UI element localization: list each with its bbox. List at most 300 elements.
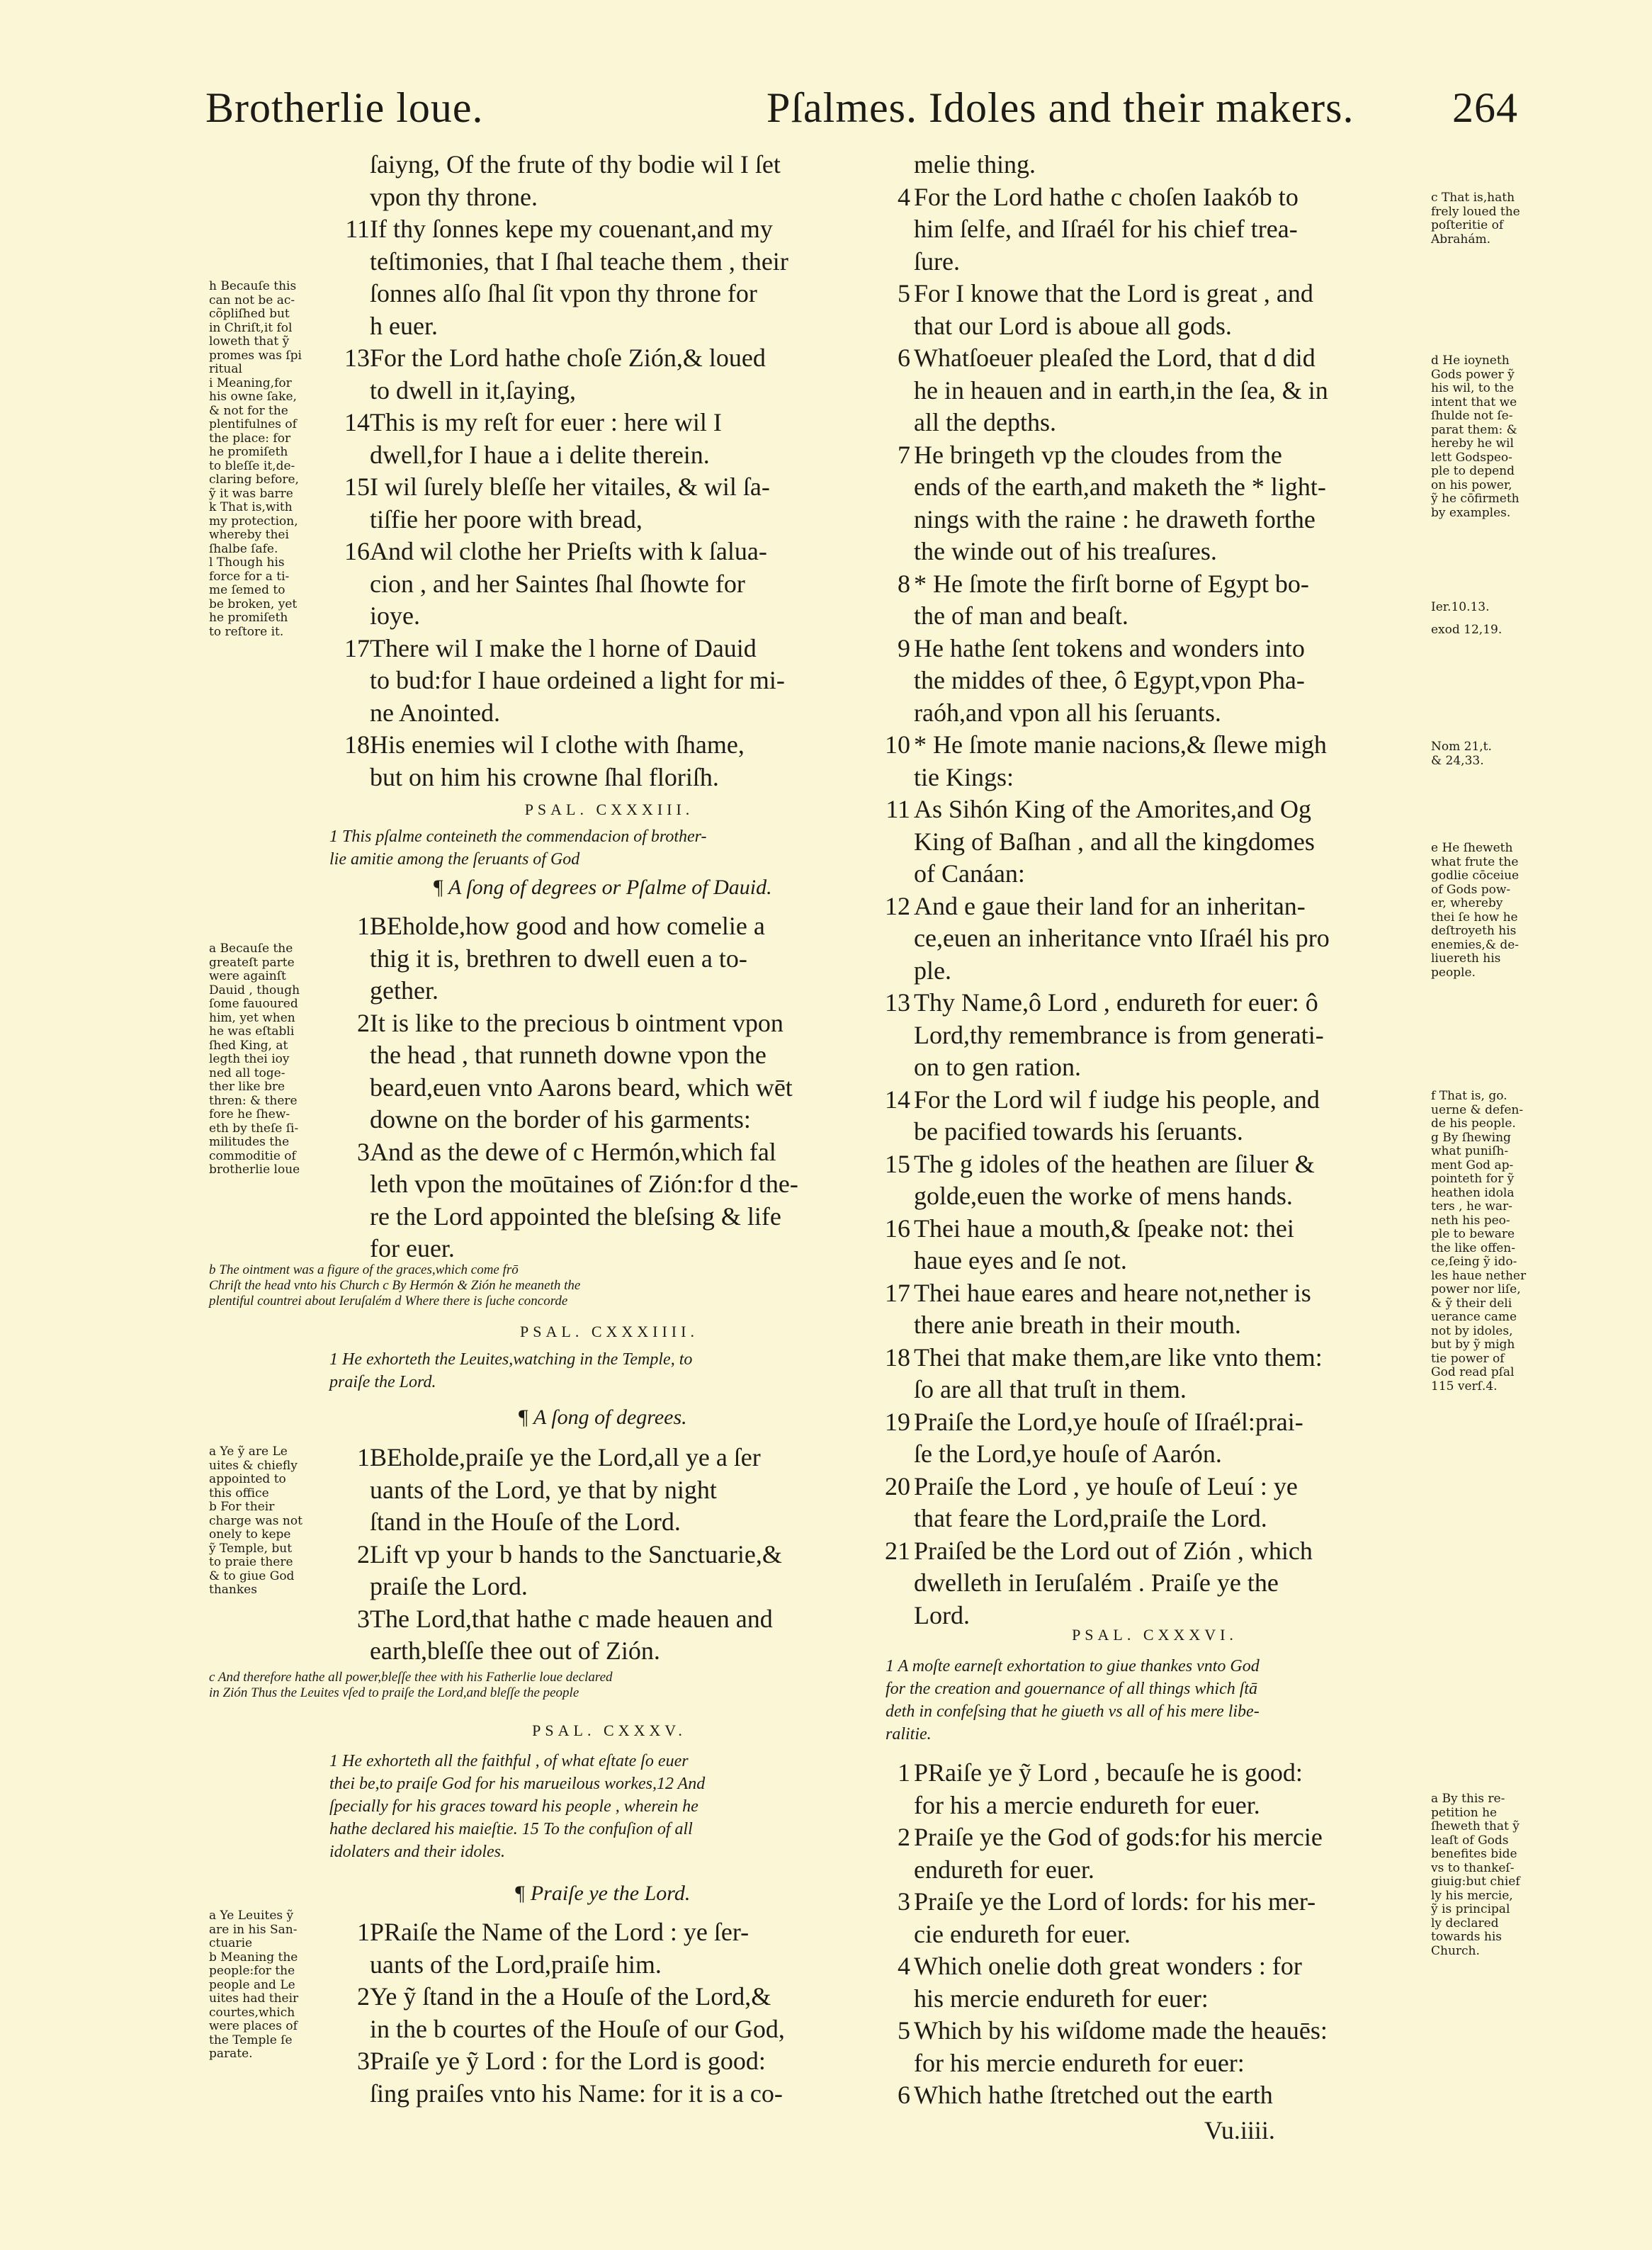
- text-line: k That is,with: [209, 500, 293, 514]
- text-line: [339, 1474, 370, 1507]
- text-line: BEholde,praiſe ye the Lord,all ye a ſer: [370, 1443, 761, 1471]
- text-line: the Temple ſe: [209, 2033, 293, 2047]
- text-line: For the Lord hathe c choſen Iaakób to: [914, 182, 1299, 211]
- text-line: [882, 1438, 910, 1471]
- text-line: hereby he wil: [1431, 436, 1514, 451]
- text-line: ple to beware: [1431, 1227, 1515, 1241]
- text-line: uants of the Lord, ye that by night: [370, 1475, 717, 1504]
- verse-numbers: [339, 910, 370, 1265]
- text-line: to bleſſe it,de-: [209, 458, 295, 473]
- text-line: people.: [1431, 965, 1476, 980]
- text-line: [339, 181, 370, 214]
- text-line: ce,euen an inheritance vnto Iſraél his pro: [914, 924, 1330, 952]
- text-line: the place: for: [209, 431, 291, 446]
- text-line: [882, 471, 910, 504]
- text-line: [339, 943, 370, 976]
- psalm-135-argument: [329, 1750, 882, 1863]
- text-line: 5: [898, 279, 910, 307]
- text-line: ỹ he cōfirmeth: [1431, 492, 1520, 506]
- right-margin-note: [1431, 1090, 1566, 1393]
- text-line: This is my reſt for euer : here wil I: [370, 408, 722, 436]
- psalm-135-continued-text: [914, 149, 1424, 1632]
- text-line: 17: [885, 1278, 910, 1307]
- text-line: that our Lord is aboue all gods.: [914, 311, 1232, 340]
- text-line: Which by his wiſdome made the heauēs:: [914, 2016, 1328, 2045]
- text-line: were againſt: [209, 969, 286, 983]
- text-line: legth thei ioy: [209, 1052, 290, 1066]
- text-line: BEholde,how good and how comelie a: [370, 912, 765, 940]
- text-line: the of man and beaſt.: [914, 601, 1128, 630]
- text-line: Praiſe the Lord , ye houſe of Leuí : ye: [914, 1471, 1298, 1500]
- text-line: 18: [885, 1342, 910, 1372]
- text-line: [882, 1567, 910, 1600]
- text-line: [339, 1571, 370, 1603]
- text-line: me ſemed to: [209, 583, 285, 597]
- text-line: c And therefore hathe all power,bleſſe thee with his Fatherlie loue declared: [209, 1670, 613, 1685]
- text-line: He hathe ſent tokens and wonders into: [914, 633, 1305, 662]
- text-line: poſteritie of: [1431, 218, 1504, 232]
- text-line: neth his peo-: [1431, 1213, 1510, 1228]
- text-line: [882, 1374, 910, 1406]
- text-line: les haue nether: [1431, 1268, 1527, 1283]
- text-line: [882, 504, 910, 536]
- text-line: [882, 375, 910, 407]
- verse-numbers: [339, 1916, 370, 2110]
- text-line: pointeth for ỹ: [1431, 1172, 1515, 1186]
- text-line: & 24,33.: [1431, 753, 1484, 768]
- text-line: this office: [209, 1486, 269, 1500]
- text-line: parat them: &: [1431, 422, 1517, 437]
- verse-numbers: [882, 1757, 910, 2112]
- text-line: PRaiſe ye ỹ Lord , becauſe he is good:: [914, 1758, 1303, 1787]
- text-line: for euer.: [370, 1234, 455, 1262]
- text-line: in Zión Thus the Leuites vſed to praiſe the Lord,and bleſſe the people: [209, 1685, 579, 1700]
- text-line: b The ointment was a figure of the graces,which come frō: [209, 1262, 519, 1277]
- text-line: golde,euen the worke of mens hands.: [914, 1182, 1293, 1210]
- text-line: [882, 1019, 910, 1052]
- text-line: melie thing.: [914, 150, 1036, 179]
- text-line: e He ſheweth: [1431, 841, 1513, 855]
- text-line: [339, 1506, 370, 1539]
- text-line: dwell,for I haue a i delite therein.: [370, 440, 710, 469]
- text-line: be pacified towards his ſeruants.: [914, 1117, 1243, 1146]
- text-line: his mercie endureth for euer:: [914, 1984, 1209, 2013]
- text-line: idolaters and their idoles.: [329, 1843, 505, 1861]
- text-line: The g idoles of the heathen are ſiluer &: [914, 1149, 1315, 1178]
- text-line: [882, 858, 910, 891]
- text-line: [882, 2047, 910, 2080]
- text-line: to praie there: [209, 1555, 293, 1569]
- text-line: 12: [885, 891, 910, 920]
- right-margin-note: [1431, 623, 1566, 638]
- psalm-134-argument: [329, 1348, 882, 1393]
- text-line: ſhed King, at: [209, 1038, 288, 1053]
- text-line: [339, 149, 370, 181]
- text-line: 7: [898, 440, 910, 469]
- text-line: Dauid , though: [209, 983, 300, 997]
- text-line: [882, 826, 910, 859]
- text-line: to bud:for I haue ordeined a light for mi-: [370, 666, 785, 694]
- text-line: 2: [357, 1982, 370, 2011]
- text-line: my protection,: [209, 514, 298, 528]
- text-line: Which onelie doth great wonders : for: [914, 1952, 1302, 1980]
- text-line: for his mercie endureth for euer:: [914, 2048, 1245, 2077]
- left-margin-note: [209, 280, 344, 639]
- text-line: * He ſmote manie nacions,& ſlewe migh: [914, 730, 1327, 759]
- text-line: [882, 1983, 910, 2016]
- text-line: And e gaue their land for an inheritan-: [914, 891, 1306, 920]
- text-line: ple to depend: [1431, 464, 1515, 478]
- text-line: h euer.: [370, 311, 438, 340]
- psalm-135-text: [370, 1916, 880, 2110]
- text-line: nings with the raine : he draweth forthe: [914, 504, 1316, 533]
- text-line: [339, 568, 370, 601]
- running-head-left: Brotherlie loue.: [205, 84, 484, 131]
- text-line: godlie cōceiue: [1431, 869, 1520, 883]
- psalm-136-text: [914, 1757, 1424, 2112]
- text-line: ters , he war-: [1431, 1199, 1512, 1214]
- text-line: frely loued the: [1431, 204, 1520, 219]
- text-line: him ſelfe, and Iſraél for his chief trea-: [914, 215, 1298, 243]
- text-line: The Lord,that hathe c made heauen and: [370, 1604, 773, 1633]
- text-line: plentifulnes of: [209, 417, 297, 431]
- text-line: ỹ Temple, but: [209, 1541, 293, 1556]
- text-line: commoditie of: [209, 1148, 296, 1163]
- text-line: appointed to: [209, 1472, 286, 1486]
- text-line: a Ye ỹ are Le: [209, 1445, 288, 1459]
- text-line: but on him his crowne ſhal floriſh.: [370, 762, 719, 791]
- text-line: the like offen-: [1431, 1240, 1515, 1255]
- text-line: [882, 762, 910, 794]
- text-line: petition he: [1431, 1805, 1498, 1820]
- text-line: Praiſe the Lord,ye houſe of Iſraél:prai-: [914, 1407, 1303, 1436]
- text-line: be broken, yet: [209, 597, 298, 611]
- text-line: King of Baſhan , and all the kingdomes: [914, 827, 1315, 856]
- text-line: Thei haue a mouth,& ſpeake not: thei: [914, 1214, 1294, 1243]
- text-line: For the Lord wil f iudge his people, and: [914, 1085, 1320, 1114]
- text-line: [882, 600, 910, 633]
- text-line: [339, 600, 370, 633]
- text-line: he in heauen and in earth,in the ſea, & in: [914, 375, 1328, 405]
- left-margin-note: [209, 1909, 344, 2062]
- text-line: [882, 246, 910, 278]
- text-line: ſpecially for his graces toward his people , wherein he: [329, 1797, 698, 1816]
- text-line: ioye.: [370, 601, 420, 630]
- text-line: As Sihón King of the Amorites,and Og: [914, 795, 1311, 823]
- text-line: 1 A moſte earneſt exhortation to giue thankes vnto God: [886, 1657, 1260, 1675]
- text-line: PRaiſe the Name of the Lord : ye ſer-: [370, 1918, 749, 1946]
- text-line: loweth that ỹ: [209, 334, 290, 349]
- text-line: [339, 278, 370, 310]
- text-line: i Meaning,for: [209, 375, 292, 390]
- verse-numbers: [339, 149, 370, 793]
- text-line: uites had their: [209, 1991, 299, 2006]
- text-line: people:for the: [209, 1964, 295, 1978]
- text-line: the head , that runneth downe vpon the: [370, 1041, 766, 1069]
- text-line: what frute the: [1431, 854, 1519, 869]
- text-line: the middes of thee, ô Egypt,vpon Pha-: [914, 666, 1305, 694]
- text-line: were places of: [209, 2019, 298, 2033]
- text-line: for his a mercie endureth for euer.: [914, 1790, 1260, 1819]
- text-line: onely to kepe: [209, 1527, 291, 1542]
- text-line: militudes the: [209, 1135, 290, 1149]
- text-line: in the b courtes of the Houſe of our God,: [370, 2014, 785, 2043]
- text-line: 20: [885, 1471, 910, 1500]
- text-line: leaſt of Gods: [1431, 1833, 1509, 1848]
- text-line: Chriſt the head vnto his Church c By Hermón & Zión he meaneth the: [209, 1278, 581, 1293]
- text-line: * He ſmote the firſt borne of Egypt bo-: [914, 569, 1309, 598]
- psalm-136-title: PSAL. CXXXVI.: [1072, 1626, 1238, 1644]
- text-line: 2: [357, 1008, 370, 1037]
- text-line: f That is, go.: [1431, 1089, 1507, 1103]
- left-margin-note: [209, 1445, 344, 1598]
- text-line: enemies,& de-: [1431, 937, 1520, 952]
- text-line: lett Godspeo-: [1431, 450, 1512, 465]
- text-line: on to gen ration.: [914, 1053, 1081, 1081]
- text-line: & to giue God: [209, 1568, 295, 1583]
- psalm-133-title: PSAL. CXXXIII.: [524, 801, 694, 818]
- text-line: intent that we: [1431, 395, 1517, 409]
- text-line: [882, 149, 910, 181]
- text-line: [339, 310, 370, 343]
- text-line: dwelleth in Ieruſalém . Praiſe ye the: [914, 1568, 1279, 1597]
- text-line: For the Lord hathe choſe Zión,& loued: [370, 344, 766, 372]
- text-line: d He ioyneth: [1431, 354, 1510, 368]
- text-line: ctuarie: [209, 1936, 253, 1950]
- text-line: downe on the border of his garments:: [370, 1105, 751, 1134]
- text-line: Lord,thy remembrance is from generati-: [914, 1020, 1324, 1049]
- text-line: raóh,and vpon all his ſeruants.: [914, 698, 1221, 727]
- text-line: can not be ac-: [209, 293, 295, 307]
- text-line: a By this re-: [1431, 1792, 1505, 1806]
- text-line: ỹ it was barre: [209, 486, 293, 501]
- text-line: for the creation and gouernance of all things which ſtā: [886, 1680, 1258, 1698]
- text-line: uerance came: [1431, 1310, 1517, 1324]
- text-line: Praiſe ye ỹ Lord : for the Lord is good:: [370, 2047, 766, 2075]
- text-line: promes was ſpi: [209, 348, 302, 363]
- text-line: [339, 975, 370, 1007]
- text-line: re the Lord appointed the bleſsing & life: [370, 1202, 781, 1231]
- text-line: ſtand in the Houſe of the Lord.: [370, 1508, 681, 1536]
- text-line: And as the dewe of c Hermón,which fal: [370, 1137, 776, 1166]
- text-line: 1: [357, 1443, 370, 1471]
- text-line: he promiſeth: [209, 445, 288, 459]
- text-line: fore he ſhew-: [209, 1107, 290, 1121]
- text-line: his wil, to the: [1431, 381, 1515, 395]
- text-line: the winde out of his treaſures.: [914, 537, 1217, 565]
- psalm-132-text: [370, 149, 880, 793]
- text-line: 1 He exhorteth all the faithful , of what eſtate ſo euer: [329, 1752, 689, 1770]
- text-line: 16: [344, 537, 370, 565]
- text-line: what puniſh-: [1431, 1144, 1509, 1158]
- text-line: 1 He exhorteth the Leuites,watching in the Temple, to: [329, 1350, 693, 1369]
- text-line: benefites bide: [1431, 1847, 1517, 1861]
- text-line: exod 12,19.: [1431, 623, 1503, 637]
- text-line: Praiſed be the Lord out of Zión , which: [914, 1536, 1313, 1565]
- text-line: 6: [898, 344, 910, 372]
- right-margin-note: [1431, 1792, 1566, 1958]
- text-line: a Ye Leuites ỹ: [209, 1909, 294, 1923]
- text-line: [882, 407, 910, 439]
- text-line: Ier.10.13.: [1431, 600, 1490, 614]
- text-line: Church.: [1431, 1943, 1480, 1958]
- text-line: [882, 665, 910, 697]
- text-line: deth in confeſsing that he giueth vs all of his mere libe-: [886, 1702, 1260, 1721]
- psalm-135-title: PSAL. CXXXV.: [532, 1722, 686, 1739]
- text-line: vpon thy throne.: [370, 182, 538, 211]
- text-line: [882, 697, 910, 730]
- text-line: 3: [357, 1137, 370, 1166]
- text-line: 5: [898, 2016, 910, 2045]
- text-line: endureth for euer.: [914, 1855, 1094, 1884]
- text-line: liuereth his: [1431, 951, 1501, 966]
- text-line: [339, 665, 370, 697]
- text-line: [339, 1201, 370, 1233]
- text-line: of Canáan:: [914, 859, 1025, 888]
- text-line: 16: [885, 1214, 910, 1243]
- text-line: [339, 246, 370, 278]
- text-line: to reſtore it.: [209, 624, 284, 639]
- text-line: l Though his: [209, 555, 285, 570]
- text-line: heathen idola: [1431, 1185, 1515, 1200]
- text-line: 11: [886, 795, 910, 823]
- text-line: [882, 1503, 910, 1535]
- text-line: [339, 1949, 370, 1982]
- text-line: [339, 439, 370, 472]
- text-line: He bringeth vp the cloudes from the: [914, 440, 1282, 469]
- text-line: [339, 2013, 370, 2046]
- text-line: g By ſhewing: [1431, 1130, 1511, 1145]
- text-line: charge was not: [209, 1513, 302, 1528]
- text-line: 21: [885, 1536, 910, 1565]
- text-line: [339, 1072, 370, 1104]
- text-line: b For their: [209, 1500, 275, 1514]
- text-line: towards his: [1431, 1930, 1502, 1944]
- page-number: 264: [1452, 84, 1518, 131]
- text-line: giuig:but chief: [1431, 1875, 1520, 1889]
- text-line: plentiful countrei about Ieruſalém d Where there is ſuche concorde: [209, 1294, 568, 1308]
- text-line: Nom 21,t.: [1431, 740, 1492, 754]
- running-head-right: Pſalmes. Idoles and their makers.: [766, 84, 1354, 131]
- text-line: in Chriſt,it fol: [209, 320, 293, 335]
- text-line: Lord.: [914, 1600, 970, 1629]
- text-line: Abrahám.: [1431, 232, 1491, 247]
- text-line: by examples.: [1431, 505, 1511, 520]
- text-line: 19: [885, 1407, 910, 1436]
- text-line: thig it is, brethren to dwell euen a to-: [370, 944, 747, 973]
- text-line: there anie breath in their mouth.: [914, 1311, 1241, 1339]
- text-line: tie Kings:: [914, 762, 1014, 791]
- text-line: [882, 1790, 910, 1822]
- text-line: ritual: [209, 362, 242, 376]
- text-line: [882, 1051, 910, 1084]
- text-line: power nor liſe,: [1431, 1282, 1521, 1296]
- text-line: ralitie.: [886, 1725, 932, 1743]
- right-margin-note: [1431, 842, 1566, 980]
- text-line: ſheweth that ỹ: [1431, 1819, 1520, 1833]
- text-line: ſome fauoured: [209, 997, 298, 1011]
- text-line: 115 verſ.4.: [1431, 1379, 1498, 1393]
- text-line: ned all toge-: [209, 1065, 285, 1080]
- text-line: uants of the Lord,praiſe him.: [370, 1950, 662, 1979]
- text-line: are in his San-: [209, 1922, 298, 1937]
- text-line: thei ſe how he: [1431, 910, 1518, 925]
- text-line: ỹ is principal: [1431, 1902, 1510, 1916]
- text-line: 1: [898, 1758, 910, 1787]
- text-line: ſhulde not ſe-: [1431, 409, 1513, 423]
- text-line: 4: [898, 1952, 910, 1980]
- text-line: 15: [885, 1149, 910, 1178]
- right-margin-note: [1431, 354, 1566, 520]
- catchword: Vu.iiii.: [1204, 2116, 1275, 2144]
- text-line: teſtimonies, that I ſhal teache them , their: [370, 247, 788, 276]
- text-line: not by idoles,: [1431, 1323, 1513, 1338]
- text-line: 18: [344, 730, 370, 759]
- text-line: ly his mercie,: [1431, 1888, 1513, 1903]
- text-line: Gods power ỹ: [1431, 367, 1515, 382]
- text-line: his owne ſake,: [209, 390, 297, 404]
- psalm-134-subtitle: ¶ A ſong of degrees.: [517, 1406, 687, 1429]
- text-line: whereby thei: [209, 528, 289, 542]
- text-line: [882, 1309, 910, 1342]
- text-line: ſing praiſes vnto his Name: for it is a co-: [370, 2079, 783, 2108]
- text-line: [882, 213, 910, 246]
- text-line: eth by theſe ſi-: [209, 1121, 299, 1136]
- text-line: & ỹ their deli: [1431, 1296, 1512, 1311]
- text-line: ple.: [914, 956, 951, 985]
- text-line: ſonnes alſo ſhal ſit vpon thy throne for: [370, 279, 757, 307]
- text-line: Lift vp your b hands to the Sanctuarie,&: [370, 1539, 782, 1568]
- psalm-133-text: [370, 910, 880, 1265]
- text-line: [339, 762, 370, 794]
- right-margin-note: [1431, 740, 1566, 768]
- text-line: [882, 1245, 910, 1277]
- text-line: cõpliſhed but: [209, 307, 290, 321]
- text-line: ſaiyng, Of the frute of thy bodie wil I ſet: [370, 150, 781, 179]
- psalm-135-subtitle: ¶ Praiſe ye the Lord.: [514, 1882, 691, 1905]
- text-line: all the depths.: [914, 408, 1056, 436]
- text-line: haue eyes and ſe not.: [914, 1246, 1127, 1274]
- text-line: thankes: [209, 1583, 257, 1597]
- text-line: For I knowe that the Lord is great , and: [914, 279, 1313, 307]
- text-line: de his people.: [1431, 1116, 1516, 1131]
- text-line: 17: [344, 633, 370, 662]
- text-line: 6: [898, 2081, 910, 2109]
- text-line: ly declared: [1431, 1916, 1499, 1930]
- text-line: Praiſe ye the God of gods:for his mercie: [914, 1823, 1323, 1851]
- text-line: people and Le: [209, 1977, 295, 1992]
- text-line: he was eſtabli: [209, 1024, 295, 1039]
- psalm-133-subtitle: ¶ A ſong of degrees or Pſalme of Dauid.: [432, 876, 772, 899]
- text-line: 14: [885, 1085, 910, 1114]
- text-line: 2: [357, 1539, 370, 1568]
- text-line: him, yet when: [209, 1010, 295, 1025]
- text-line: but by ỹ migh: [1431, 1338, 1515, 1352]
- text-line: ſure.: [914, 247, 960, 276]
- text-line: Thei that make them,are like vnto them:: [914, 1342, 1323, 1372]
- text-line: & not for the: [209, 403, 288, 418]
- text-line: ce,ſeing ỹ ido-: [1431, 1255, 1517, 1269]
- text-line: [339, 2078, 370, 2110]
- text-line: ment God ap-: [1431, 1158, 1514, 1172]
- text-line: h Becauſe this: [209, 279, 297, 293]
- text-line: leth vpon the moūtaines of Zión:for d the-: [370, 1170, 798, 1198]
- text-line: Which hathe ſtretched out the earth: [914, 2081, 1273, 2109]
- text-line: lie amitie among the ſeruants of God: [329, 850, 580, 869]
- text-line: 1: [357, 1918, 370, 1946]
- text-line: courtes,which: [209, 2005, 295, 2020]
- text-line: 1: [357, 912, 370, 940]
